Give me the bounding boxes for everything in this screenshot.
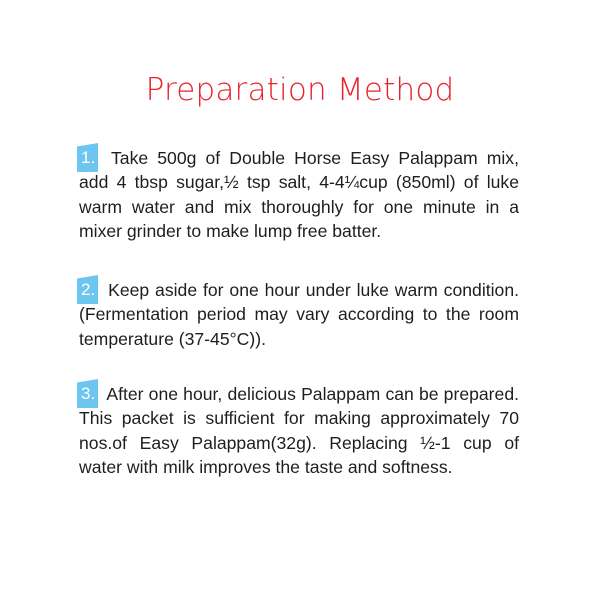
step-number-badge: 2. (79, 278, 98, 302)
step-3 (79, 382, 519, 479)
step-number-badge: 1. (79, 146, 98, 170)
step-number-badge: 3. (79, 382, 98, 406)
step-text: Keep aside for one hour under luke warm condition. (Fermentation period may vary according to the room temperature (37-45°C)). (79, 280, 519, 349)
step-text: Take 500g of Double Horse Easy Palappam mix, add 4 tbsp sugar,½ tsp salt, 4-4¼cup (850ml) of luke warm water and mix thoroughly for one minute in a mixer grinder to make lump free batter. (79, 148, 519, 241)
page-title: Preparation Method (145, 72, 455, 108)
step-text: After one hour, delicious Palappam can be prepared. This packet is sufficient for making approximately 70 nos.of Easy Palappam(32g). Replacing ½-1 cup of water with milk improves the taste and softness. (79, 384, 519, 477)
step-1 (79, 146, 519, 243)
step-2 (79, 278, 519, 351)
